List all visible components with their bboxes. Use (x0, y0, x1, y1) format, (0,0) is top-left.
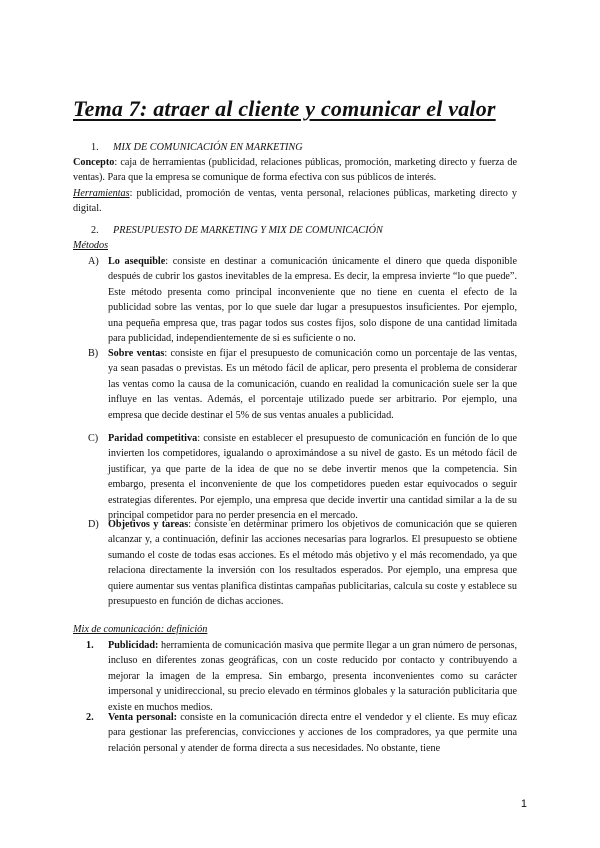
method-text: : consiste en destinar a comunicación únicamente el dinero que queda disponible después de cubrir los gastos inevitables de la empresa. Es decir, la empresa invierte “lo que puede”. Este método presenta como principal inconveniente que no tiene en cuenta el efecto de la publicidad sobre las ventas, por lo que suele dar lugar a presupuestos insuficientes. Por ejemplo, una pequeña empresa que, tras pagar todos sus costes fijos, solo dispone de una cantidad limitada para publicidad, independientemente de si es suficiente o no. (108, 256, 517, 345)
mix-item (86, 638, 517, 715)
section-1-title: MIX DE COMUNICACIÓN EN MARKETING (113, 142, 303, 153)
mix-name: Publicidad: (108, 640, 159, 651)
mix-definition-label: Mix de comunicación: definición (73, 624, 208, 635)
tools-label: Herramientas (73, 187, 130, 199)
concept-label: Concepto (73, 157, 115, 168)
section-1-body (73, 155, 517, 217)
method-name: Paridad competitiva (108, 433, 198, 444)
method-marker: D) (88, 519, 99, 530)
method-item (88, 346, 517, 423)
section-2-heading (91, 225, 383, 236)
method-name: Objetivos y tareas (108, 519, 189, 530)
section-1-number: 1. (91, 142, 99, 153)
method-name: Sobre ventas (108, 348, 165, 359)
section-2-number: 2. (91, 225, 99, 236)
method-item (88, 254, 517, 346)
tools-text: : publicidad, promoción de ventas, venta personal, relaciones públicas, marketing directo y digital. (73, 187, 517, 215)
methods-label: Métodos (73, 240, 109, 251)
method-item (88, 431, 517, 523)
method-item (88, 517, 517, 609)
method-name: Lo asequible (108, 256, 166, 267)
method-marker: B) (88, 348, 99, 359)
mix-marker: 1. (86, 640, 94, 651)
method-marker: C) (88, 433, 99, 444)
page-number: 1 (520, 798, 527, 810)
mix-name: Venta personal: (108, 712, 178, 723)
mix-text: consiste en la comunicación directa entre el vendedor y el cliente. Es muy eficaz para gestionar las preferencias, convicciones y acciones de los compradores, ya que permite una relación personal y atender de forma directa a sus necesidades. No obstante, tiene (108, 712, 517, 754)
concept-text: : caja de herramientas (publicidad, relaciones públicas, promoción, marketing directo y fuerza de ventas). Para que la empresa se comunique de forma efectiva con sus públicos de interés. (73, 157, 517, 184)
mix-marker: 2. (86, 712, 94, 723)
method-text: : consiste en determinar primero los objetivos de comunicación que se quieren alcanzar y, a continuación, definir las acciones necesarias para lograrlos. El presupuesto se obtiene sumando el coste de todas esas acciones. Es el método más objetivo y el más recomendado, ya que relaciona directamente la inversión con los resultados esperados. Por ejemplo, una empresa que quiere aumentar sus ventas planifica distintas campañas publicitarias, calcula su coste y establece su presupuesto en función de dichas acciones. (108, 519, 517, 608)
mix-text: herramienta de comunicación masiva que permite llegar a un gran número de personas, incluso en diferentes zonas geográficas, con un coste reducido por contacto y contribuyendo a mejorar la imagen de la empresa. Sin embargo, presenta inconvenientes como su carácter impersonal y unidireccional, su precio elevado en términos globales y la saturación publicitaria que existe en muchos medios. (108, 640, 517, 713)
section-1-heading (91, 142, 303, 153)
method-text: : consiste en establecer el presupuesto de comunicación en función de lo que invierten los competidores, igualando o aproximándose a su nivel de gasto. Es un método fácil de justificar, ya que parte de la idea de que no se debe invertir menos que la competencia. Sin embargo, presenta el inconveniente de que los competidores pueden estar equivocados o seguir estrategias diferentes. Por ejemplo, una empresa que decide invertir una cantidad similar a la de su principal competidor para no perder presencia en el mercado. (108, 433, 517, 522)
section-2-title: PRESUPUESTO DE MARKETING Y MIX DE COMUNICACIÓN (113, 225, 383, 236)
page-title: Tema 7: atraer al cliente y comunicar el valor (73, 96, 496, 121)
method-text: : consiste en fijar el presupuesto de comunicación como un porcentaje de las ventas, ya sean pasadas o previstas. Es un método fácil de aplicar, pero presenta el problema de considerar las ventas como la causa de la comunicación, cuando en realidad la comunicación suele ser la que influye en las ventas. Además, el porcentaje utilizado puede ser arbitrario. Por ejemplo, una empresa que decide destinar el 5% de sus ventas anuales a publicidad. (108, 348, 517, 421)
method-marker: A) (88, 256, 99, 267)
mix-item (86, 710, 517, 756)
